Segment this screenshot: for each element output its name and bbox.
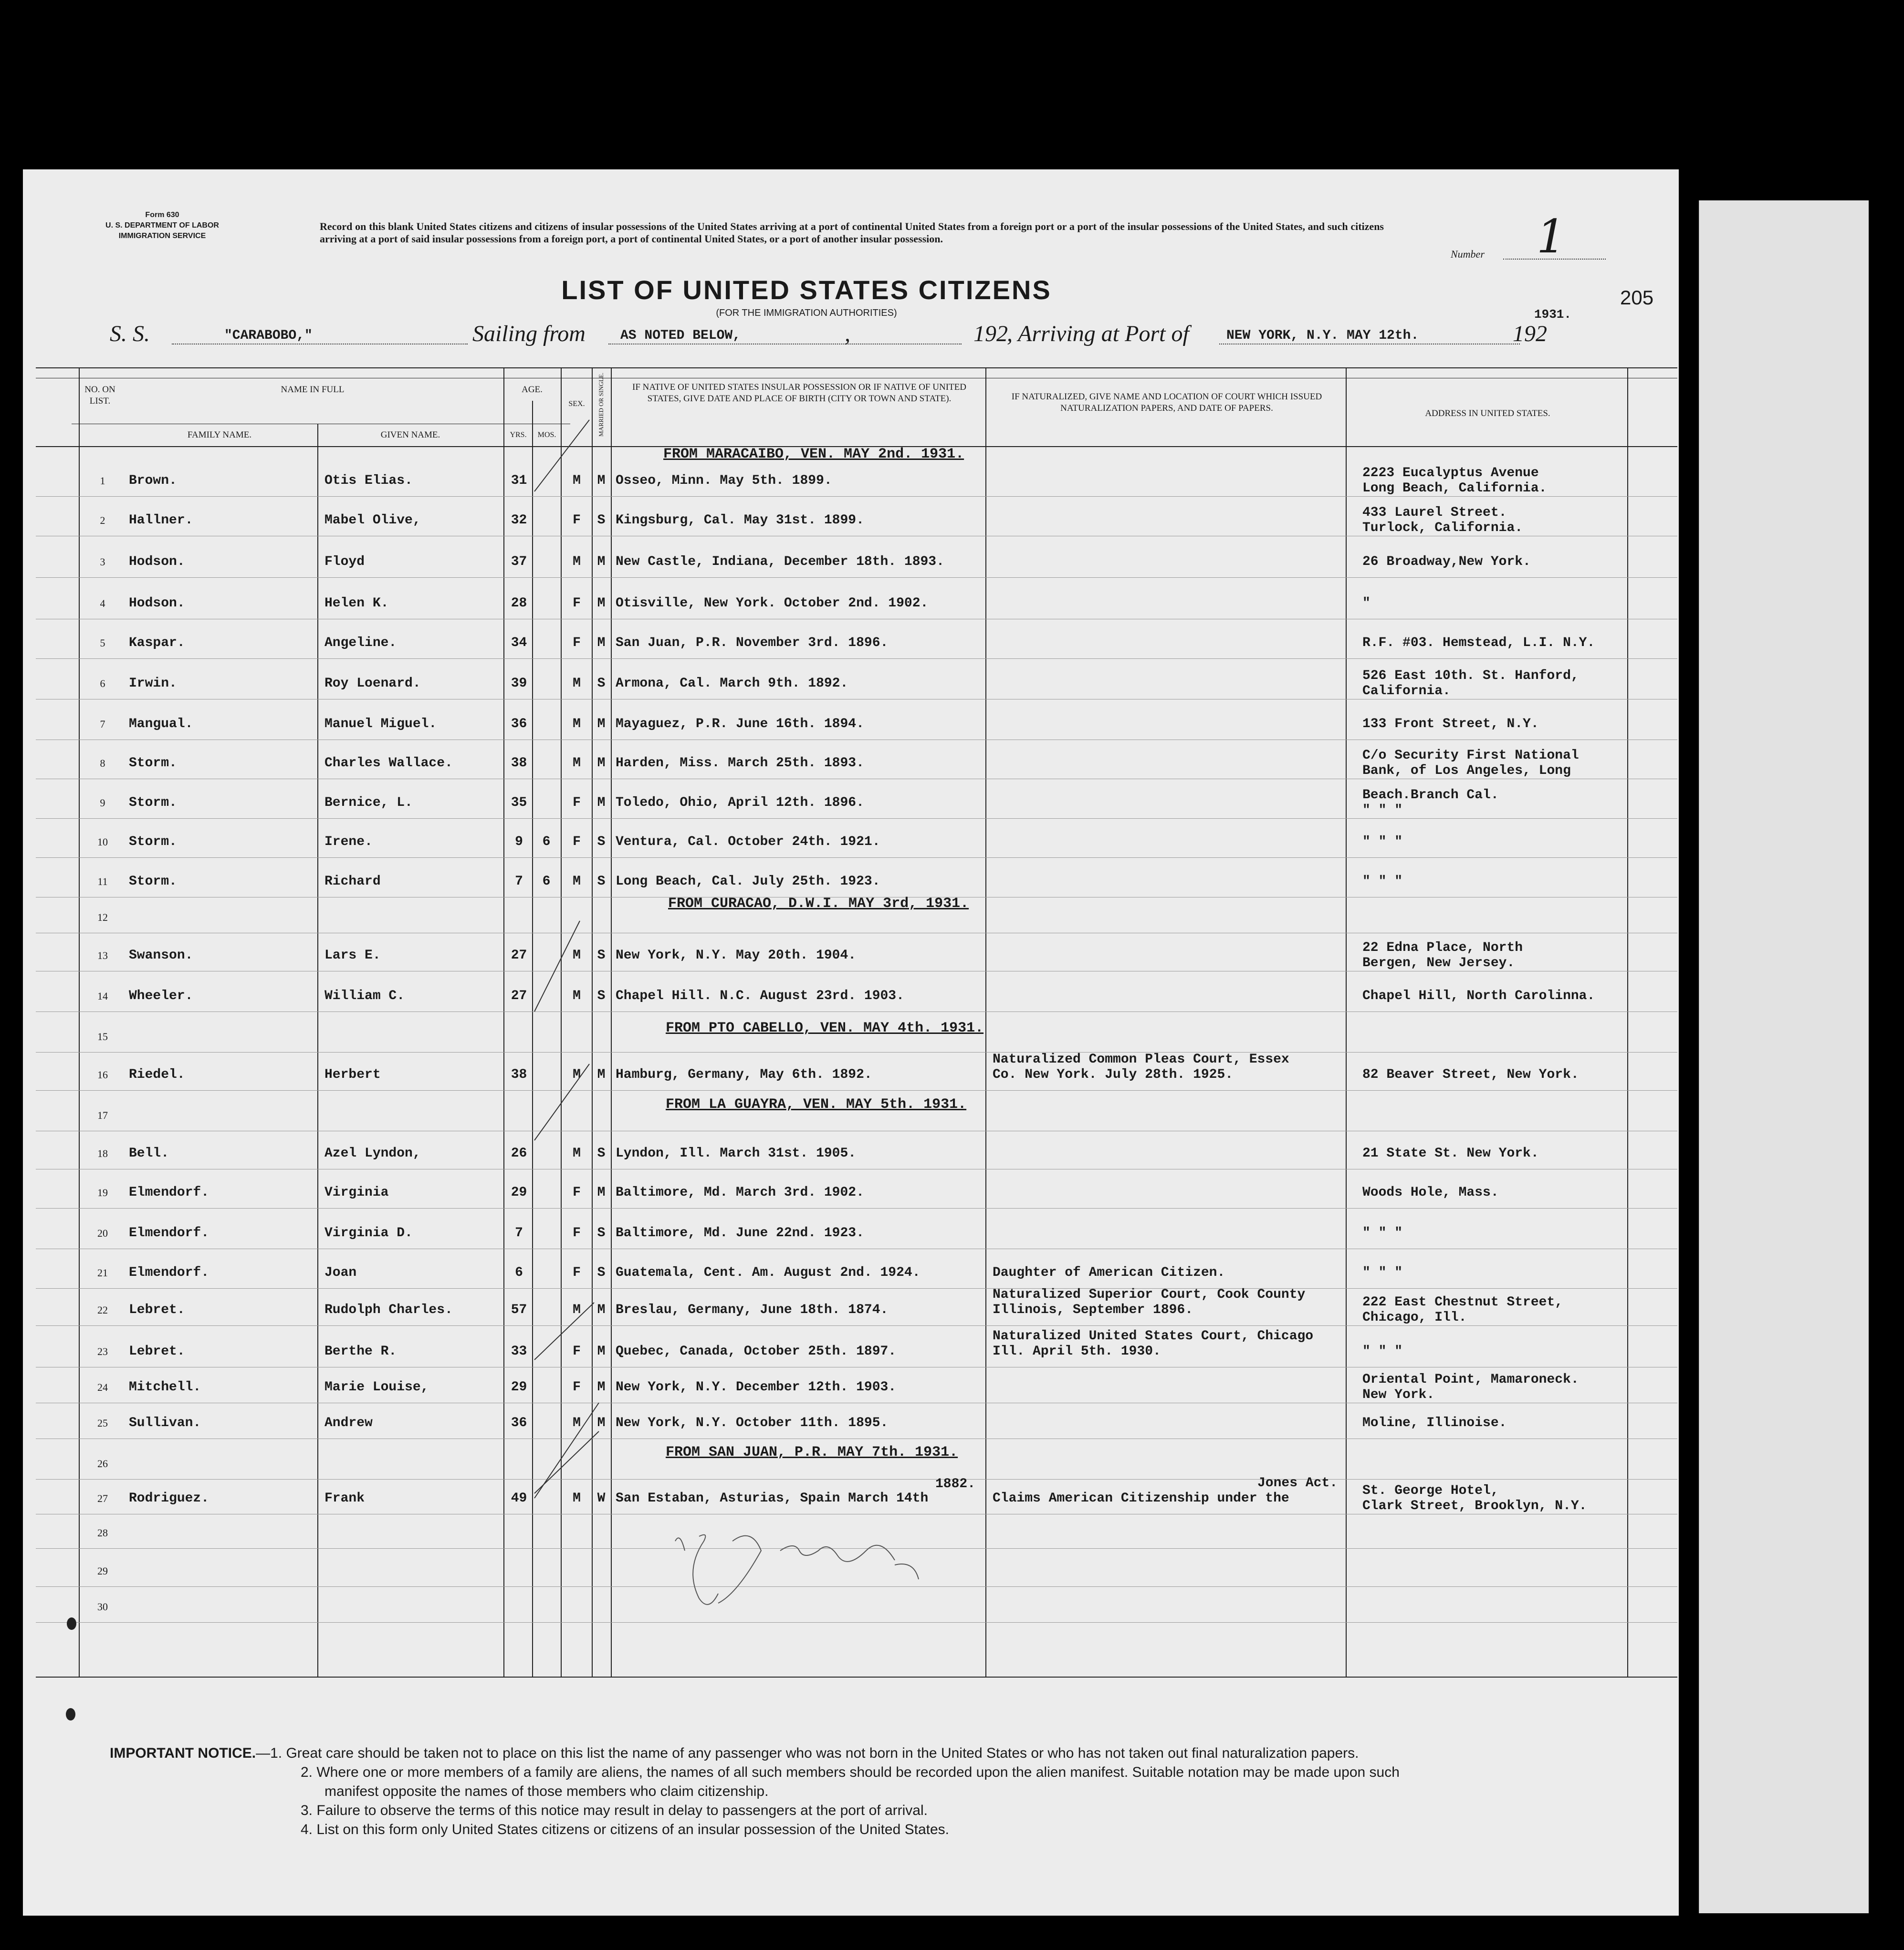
family-name: Mangual. — [129, 717, 193, 731]
intro-text: Record on this blank United States citizens and citizens of insular possessions of the United States arriving at a port of continental United States from a foreign port or a port of the insular possessions of the United States, and such citizens arriving at a port of said insular possessions from a foreign port, a port of continental United States, or a port of another insular possession. — [320, 220, 1384, 245]
marital-status: W — [597, 1491, 606, 1506]
marital-status: M — [597, 554, 606, 569]
header-age: AGE. — [522, 385, 543, 395]
family-name: Lebret. — [129, 1344, 185, 1359]
birth-place-date: New Castle, Indiana, December 18th. 1893. — [616, 554, 944, 569]
marital-status: M — [597, 1416, 606, 1430]
age-years: 36 — [511, 717, 527, 731]
family-name: Hodson. — [129, 596, 185, 611]
row-number: 14 — [97, 990, 108, 1002]
family-name: Irwin. — [129, 676, 177, 691]
naturalization-info-line2: Illinois, September 1896. — [993, 1303, 1193, 1317]
age-years: 49 — [511, 1491, 527, 1506]
address-line2: California. — [1362, 684, 1451, 699]
rule — [36, 1677, 1677, 1678]
age-years: 38 — [511, 1067, 527, 1082]
check-marks — [36, 367, 656, 1677]
sex: F — [573, 1226, 581, 1241]
form-department: U. S. DEPARTMENT OF LABOR — [105, 221, 219, 229]
address: 526 East 10th. St. Hanford, — [1362, 668, 1579, 683]
given-name: Virginia D. — [324, 1226, 413, 1241]
address: 26 Broadway,New York. — [1362, 554, 1531, 569]
marital-status: S — [597, 874, 606, 889]
given-name: Mabel Olive, — [324, 513, 421, 528]
notice-item-4: 4. List on this form only United States citizens or citizens of an insular possession of the United States. — [301, 1822, 950, 1837]
birth-place-date: Otisville, New York. October 2nd. 1902. — [616, 596, 929, 611]
row-number: 13 — [97, 949, 108, 961]
handwritten-signature — [656, 1522, 1038, 1637]
age-years: 36 — [511, 1416, 527, 1430]
marital-status: S — [597, 676, 606, 691]
sailing-from-label: Sailing from — [472, 321, 586, 346]
naturalization-overtyped: Jones Act. — [1257, 1476, 1338, 1491]
sex: M — [573, 676, 581, 691]
address-line2: Bank, of Los Angeles, Long — [1362, 763, 1571, 778]
number-value: 1 — [1537, 210, 1566, 263]
col-line — [1346, 367, 1347, 1677]
address: 2223 Eucalyptus Avenue — [1362, 466, 1539, 480]
marital-status: S — [597, 989, 606, 1003]
given-name: Marie Louise, — [324, 1380, 429, 1395]
header-mos: MOS. — [537, 431, 556, 439]
row-number: 30 — [97, 1601, 108, 1613]
year-suffix: 192 — [1513, 321, 1547, 346]
section-heading: FROM CURACAO, D.W.I. MAY 3rd, 1931. — [668, 896, 969, 912]
birth-place-date: Toledo, Ohio, April 12th. 1896. — [616, 795, 864, 810]
page-title: LIST OF UNITED STATES CITIZENS — [561, 275, 1052, 305]
birth-place-date: Harden, Miss. March 25th. 1893. — [616, 756, 864, 771]
family-name: Storm. — [129, 756, 177, 771]
address: Moline, Illinoise. — [1362, 1416, 1507, 1430]
birth-place-date: Lyndon, Ill. March 31st. 1905. — [616, 1146, 857, 1161]
marital-status: M — [597, 596, 606, 611]
sex: M — [573, 1067, 581, 1082]
given-name: Manuel Miguel. — [324, 717, 437, 731]
row-number: 24 — [97, 1381, 108, 1393]
marital-status: M — [597, 473, 606, 488]
arriving-label: , Arriving at Port of — [1007, 321, 1189, 346]
family-name: Storm. — [129, 834, 177, 849]
birth-place-date: Kingsburg, Cal. May 31st. 1899. — [616, 513, 864, 528]
address-line2: Bergen, New Jersey. — [1362, 956, 1515, 970]
given-name: Joan — [324, 1265, 357, 1280]
family-name: Kaspar. — [129, 636, 185, 650]
notice-heading: IMPORTANT NOTICE. — [110, 1745, 256, 1761]
given-name: Berthe R. — [324, 1344, 397, 1359]
birth-place-date: New York, N.Y. October 11th. 1895. — [616, 1416, 889, 1430]
row-number: 19 — [97, 1187, 108, 1199]
age-months: 6 — [542, 874, 551, 889]
address: " " " — [1362, 834, 1403, 849]
section-heading: FROM PTO CABELLO, VEN. MAY 4th. 1931. — [666, 1020, 984, 1036]
family-name: Storm. — [129, 795, 177, 810]
age-years: 57 — [511, 1303, 527, 1317]
row-number: 28 — [97, 1527, 108, 1539]
birth-place-date: Breslau, Germany, June 18th. 1874. — [616, 1303, 889, 1317]
address: " " " — [1362, 874, 1403, 889]
given-name: Lars E. — [324, 948, 381, 963]
naturalization-info: Naturalized Common Pleas Court, Essex — [993, 1052, 1289, 1067]
year-prefix: 192 — [973, 321, 1008, 346]
age-years: 27 — [511, 948, 527, 963]
row-number: 3 — [100, 556, 105, 568]
age-years: 35 — [511, 795, 527, 810]
given-name: Andrew — [324, 1416, 373, 1430]
age-years: 9 — [515, 834, 523, 849]
paper-edge — [1699, 200, 1869, 1913]
sex: M — [573, 1491, 581, 1506]
given-name: Floyd — [324, 554, 365, 569]
section-heading: FROM LA GUAYRA, VEN. MAY 5th. 1931. — [666, 1096, 967, 1113]
row-number: 10 — [97, 836, 108, 848]
notice-item-1: —1. Great care should be taken not to place on this list the name of any passenger who was not born in the United States or who has not taken out final naturalization papers. — [256, 1745, 1359, 1761]
sex: F — [573, 1380, 581, 1395]
given-name: Roy Loenard. — [324, 676, 421, 691]
address-line2: " " " — [1362, 803, 1403, 818]
sex: F — [573, 834, 581, 849]
ship-name: "CARABOBO," — [224, 328, 313, 343]
form-number: Form 630 — [145, 211, 179, 219]
birth-place-date: Quebec, Canada, October 25th. 1897. — [616, 1344, 897, 1359]
page-subtitle: (FOR THE IMMIGRATION AUTHORITIES) — [716, 308, 897, 318]
row-number: 1 — [100, 475, 105, 487]
row-number: 25 — [97, 1417, 108, 1429]
family-name: Rodriguez. — [129, 1491, 209, 1506]
header-given-name: GIVEN NAME. — [380, 430, 440, 440]
address-line2: Turlock, California. — [1362, 521, 1523, 535]
sex: M — [573, 473, 581, 488]
family-name: Bell. — [129, 1146, 169, 1161]
family-name: Elmendorf. — [129, 1185, 209, 1200]
punch-hole — [67, 1617, 76, 1630]
age-years: 34 — [511, 636, 527, 650]
row-number: 26 — [97, 1458, 108, 1470]
age-years: 28 — [511, 596, 527, 611]
sex: M — [573, 948, 581, 963]
row-number: 29 — [97, 1565, 108, 1577]
marital-status: M — [597, 756, 606, 771]
age-years: 7 — [515, 874, 523, 889]
given-name: Otis Elias. — [324, 473, 413, 488]
header-family-name: FAMILY NAME. — [187, 430, 252, 440]
marital-status: S — [597, 948, 606, 963]
age-years: 31 — [511, 473, 527, 488]
marital-status: M — [597, 1344, 606, 1359]
citizen-table — [36, 367, 1677, 1679]
address: 22 Edna Place, North — [1362, 940, 1523, 955]
number-field — [1451, 210, 1608, 267]
age-years: 27 — [511, 989, 527, 1003]
header-name-in-full: NAME IN FULL — [281, 385, 345, 395]
age-years: 39 — [511, 676, 527, 691]
header-sex: SEX. — [568, 400, 585, 408]
birth-place-date: Guatemala, Cent. Am. August 2nd. 1924. — [616, 1265, 921, 1280]
row-number: 2 — [100, 514, 105, 526]
naturalization-info: Claims American Citizenship under the — [993, 1491, 1289, 1506]
header-naturalized: IF NATURALIZED, GIVE NAME AND LOCATION OF COURT WHICH ISSUED NATURALIZATION PAPERS, AND DATE OF PAPERS. — [1011, 392, 1322, 413]
row-number: 5 — [100, 637, 105, 649]
marital-status: S — [597, 834, 606, 849]
address: R.F. #03. Hemstead, L.I. N.Y. — [1362, 636, 1595, 650]
row-number: 12 — [97, 911, 108, 923]
age-years: 29 — [511, 1380, 527, 1395]
page-number: 205 — [1620, 286, 1654, 309]
age-years: 33 — [511, 1344, 527, 1359]
given-name: Charles Wallace. — [324, 756, 453, 771]
address: Oriental Point, Mamaroneck. — [1362, 1372, 1579, 1387]
birth-place-date: Long Beach, Cal. July 25th. 1923. — [616, 874, 880, 889]
marital-status: M — [597, 717, 606, 731]
address: " " " — [1362, 1344, 1403, 1359]
address: " " " — [1362, 1226, 1403, 1241]
family-name: Elmendorf. — [129, 1265, 209, 1280]
form-service: IMMIGRATION SERVICE — [118, 232, 206, 240]
form-header — [43, 210, 282, 241]
address: St. George Hotel, — [1362, 1483, 1499, 1498]
row-number: 22 — [97, 1304, 108, 1316]
row-number: 15 — [97, 1031, 108, 1043]
address-line2: Chicago, Ill. — [1362, 1310, 1467, 1325]
marital-status: S — [597, 1146, 606, 1161]
row-number: 17 — [97, 1109, 108, 1121]
given-name: Frank — [324, 1491, 365, 1506]
marital-status: M — [597, 1067, 606, 1082]
sex: F — [573, 513, 581, 528]
comma: , — [845, 321, 850, 346]
sex: F — [573, 1344, 581, 1359]
address: Woods Hole, Mass. — [1362, 1185, 1499, 1200]
family-name: Wheeler. — [129, 989, 193, 1003]
address: 433 Laurel Street. — [1362, 505, 1507, 520]
year-typed: 1931. — [1534, 307, 1572, 322]
family-name: Lebret. — [129, 1303, 185, 1317]
row-number: 4 — [100, 597, 105, 609]
marital-status: M — [597, 1185, 606, 1200]
row-number: 27 — [97, 1492, 108, 1504]
naturalization-info: Naturalized United States Court, Chicago — [993, 1329, 1314, 1344]
ss-label: S. S. — [110, 321, 150, 346]
number-label: Number — [1451, 248, 1485, 260]
row-number: 7 — [100, 718, 105, 730]
given-name: Helen K. — [324, 596, 389, 611]
given-name: William C. — [324, 989, 405, 1003]
sex: M — [573, 989, 581, 1003]
address: " " " — [1362, 1265, 1403, 1280]
marital-status: M — [597, 795, 606, 810]
sex: M — [573, 1416, 581, 1430]
sailing-from-value: AS NOTED BELOW, — [620, 328, 741, 343]
family-name: Riedel. — [129, 1067, 185, 1082]
given-name: Rudolph Charles. — [324, 1303, 453, 1317]
marital-status: S — [597, 1265, 606, 1280]
naturalization-info: Daughter of American Citizen. — [993, 1265, 1225, 1280]
notice-item-2b: manifest opposite the names of those members who claim citizenship. — [324, 1783, 769, 1799]
naturalization-info-line2: Co. New York. July 28th. 1925. — [993, 1067, 1234, 1082]
address: 133 Front Street, N.Y. — [1362, 717, 1539, 731]
birth-place-date: Ventura, Cal. October 24th. 1921. — [616, 834, 880, 849]
sex: F — [573, 596, 581, 611]
birth-place-date: Mayaguez, P.R. June 16th. 1894. — [616, 717, 864, 731]
marital-status: S — [597, 513, 606, 528]
naturalization-info-line2: Ill. April 5th. 1930. — [993, 1344, 1161, 1359]
address: 82 Beaver Street, New York. — [1362, 1067, 1579, 1082]
sex: M — [573, 554, 581, 569]
sex: F — [573, 1185, 581, 1200]
birth-place-date: Baltimore, Md. June 22nd. 1923. — [616, 1226, 864, 1241]
family-name: Brown. — [129, 473, 177, 488]
naturalization-info: Naturalized Superior Court, Cook County — [993, 1287, 1306, 1302]
marital-status: M — [597, 636, 606, 650]
given-name: Richard — [324, 874, 381, 889]
age-years: 26 — [511, 1146, 527, 1161]
address: Beach.Branch Cal. — [1362, 788, 1499, 803]
birth-year-overtyped: 1882. — [935, 1477, 976, 1491]
row-number: 23 — [97, 1345, 108, 1357]
birth-place-date: Osseo, Minn. May 5th. 1899. — [616, 473, 832, 488]
birth-place-date: San Estaban, Asturias, Spain March 14th — [616, 1491, 929, 1506]
age-months: 6 — [542, 834, 551, 849]
section-heading: FROM MARACAIBO, VEN. MAY 2nd. 1931. — [663, 446, 964, 462]
important-notice — [110, 1744, 1637, 1839]
row-number: 11 — [97, 876, 108, 887]
given-name: Bernice, L. — [324, 795, 413, 810]
marital-status: M — [597, 1303, 606, 1317]
port-value: NEW YORK, N.Y. MAY 12th. — [1226, 328, 1419, 343]
row-number: 9 — [100, 797, 105, 809]
sex: M — [573, 756, 581, 771]
notice-item-2a: 2. Where one or more members of a family are aliens, the names of all such members should be recorded upon the alien manifest. Suitable notation may be made upon such — [301, 1764, 1400, 1780]
family-name: Swanson. — [129, 948, 193, 963]
sex: M — [573, 874, 581, 889]
marital-status: M — [597, 1380, 606, 1395]
row-number: 20 — [97, 1227, 108, 1239]
address: " — [1362, 596, 1370, 611]
family-name: Storm. — [129, 874, 177, 889]
birth-place-date: Hamburg, Germany, May 6th. 1892. — [616, 1067, 872, 1082]
birth-place-date: New York, N.Y. May 20th. 1904. — [616, 948, 857, 963]
sex: F — [573, 1265, 581, 1280]
header-address: ADDRESS IN UNITED STATES. — [1425, 408, 1550, 418]
address-line2: Long Beach, California. — [1362, 481, 1547, 496]
given-name: Virginia — [324, 1185, 389, 1200]
age-years: 7 — [515, 1226, 523, 1241]
age-years: 6 — [515, 1265, 523, 1280]
birth-place-date: New York, N.Y. December 12th. 1903. — [616, 1380, 897, 1395]
age-years: 37 — [511, 554, 527, 569]
address: Chapel Hill, North Carolinna. — [1362, 989, 1595, 1003]
family-name: Hodson. — [129, 554, 185, 569]
row-number: 16 — [97, 1069, 108, 1081]
birth-place-date: Chapel Hill. N.C. August 23rd. 1903. — [616, 989, 904, 1003]
col-line — [1627, 367, 1628, 1677]
notice-item-3: 3. Failure to observe the terms of this notice may result in delay to passengers at the port of arrival. — [301, 1803, 928, 1818]
header-married-single: MARRIED OR SINGLE. — [597, 373, 605, 437]
family-name: Hallner. — [129, 513, 193, 528]
marital-status: S — [597, 1226, 606, 1241]
sex: M — [573, 1303, 581, 1317]
address: 21 State St. New York. — [1362, 1146, 1539, 1161]
age-years: 38 — [511, 756, 527, 771]
given-name: Herbert — [324, 1067, 381, 1082]
col-line — [985, 367, 986, 1677]
address: C/o Security First National — [1362, 748, 1579, 763]
birth-place-date: Baltimore, Md. March 3rd. 1902. — [616, 1185, 864, 1200]
header-yrs: YRS. — [510, 431, 527, 439]
sex: F — [573, 636, 581, 650]
age-years: 32 — [511, 513, 527, 528]
given-name: Angeline. — [324, 636, 397, 650]
age-years: 29 — [511, 1185, 527, 1200]
section-heading: FROM SAN JUAN, P.R. MAY 7th. 1931. — [666, 1444, 958, 1460]
address: 222 East Chestnut Street, — [1362, 1295, 1563, 1310]
header-birth: IF NATIVE OF UNITED STATES INSULAR POSSESSION OR IF NATIVE OF UNITED STATES, GIVE DATE AND PLACE OF BIRTH (CITY OR TOWN AND STATE). — [632, 382, 966, 404]
sex: M — [573, 717, 581, 731]
row-number: 8 — [100, 757, 105, 769]
given-name: Azel Lyndon, — [324, 1146, 421, 1161]
family-name: Sullivan. — [129, 1416, 201, 1430]
family-name: Elmendorf. — [129, 1226, 209, 1241]
row-number: 18 — [97, 1147, 108, 1159]
row-number: 21 — [97, 1267, 108, 1279]
address-line2: Clark Street, Brooklyn, N.Y. — [1362, 1499, 1587, 1513]
birth-place-date: Armona, Cal. March 9th. 1892. — [616, 676, 848, 691]
family-name: Mitchell. — [129, 1380, 201, 1395]
address-line2: New York. — [1362, 1387, 1435, 1402]
sex: M — [573, 1146, 581, 1161]
row-number: 6 — [100, 678, 105, 689]
punch-hole — [66, 1708, 75, 1721]
birth-place-date: San Juan, P.R. November 3rd. 1896. — [616, 636, 889, 650]
given-name: Irene. — [324, 834, 373, 849]
sex: F — [573, 795, 581, 810]
header-no: NO. ON LIST. — [84, 385, 115, 406]
